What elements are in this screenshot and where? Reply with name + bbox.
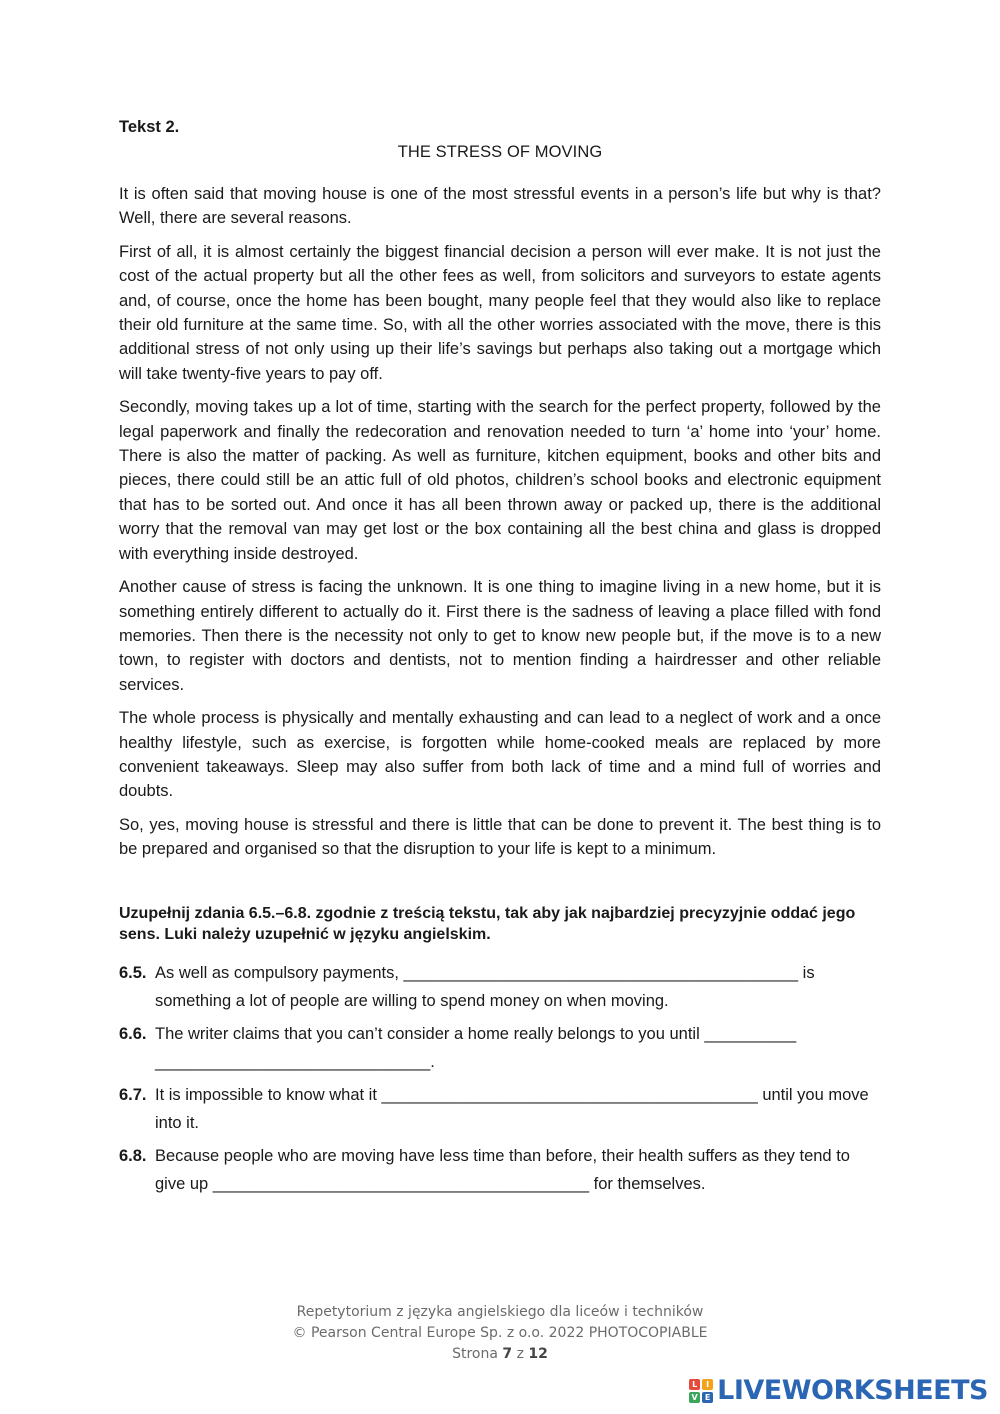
question-6-5: [119, 959, 881, 1015]
question-number: 6.7.: [119, 1085, 147, 1104]
text-label: Tekst 2.: [119, 118, 180, 136]
question-6-7: [119, 1081, 881, 1137]
liveworksheets-logo[interactable]: [689, 1375, 988, 1406]
logo-icon: [689, 1379, 713, 1403]
logo-letter-v: V: [689, 1392, 700, 1403]
task-instruction: Uzupełnij zdania 6.5.–6.8. zgodnie z treścią tekstu, tak aby jak najbardziej precyzyjnie oddać jego sens. Luki należy uzupełnić w języku angielskim.: [119, 904, 856, 944]
document-page: [119, 118, 881, 1203]
page-footer: [0, 1302, 1000, 1365]
document-title: THE STRESS OF MOVING: [397, 143, 603, 161]
question-6-8: [119, 1142, 881, 1198]
paragraph-5: The whole process is physically and mentally exhausting and can lead to a neglect of work and a once healthy lifestyle, such as exercise, is forgotten while home-cooked meals are replaced by more convenient takeaways. Sleep may also suffer from both lack of time and a mind full of worries and doubts.: [119, 709, 881, 801]
paragraph-1: It is often said that moving house is one of the most stressful events in a person’s life but why is that? Well, there are several reasons.: [119, 185, 881, 228]
logo-letter-l: L: [689, 1379, 700, 1390]
question-number: 6.8.: [119, 1146, 147, 1165]
paragraph-3: Secondly, moving takes up a lot of time, starting with the search for the perfect property, followed by the legal paperwork and finally the redecoration and renovation needed to turn ‘a’ home into ‘your’ home. There is also the matter of packing. As well as furniture, kitchen equipment, books and other bits and pieces, there could still be an attic full of old photos, children’s school books and electronic equipment that has to be sorted out. And once it has all been thrown away or packed up, there is the additional worry that the removal van may get lost or the box containing all the best china and glass is dropped with everything inside destroyed.: [119, 398, 881, 563]
page-number: [0, 1344, 1000, 1365]
logo-letter-i: I: [702, 1379, 713, 1390]
question-text[interactable]: The writer claims that you can’t consider a home really belongs to you until __________ ______________________________.: [155, 1024, 797, 1071]
footer-copyright: © Pearson Central Europe Sp. z o.o. 2022 PHOTOCOPIABLE: [292, 1325, 708, 1341]
paragraph-4: Another cause of stress is facing the unknown. It is one thing to imagine living in a new home, but it is something entirely different to actually do it. First there is the sadness of leaving a place filled with fond memories. Then there is the necessity not only to get to know new people but, if the move is to a new town, to register with doctors and dentists, not to mention finding a hairdresser and other reliable services.: [119, 578, 881, 694]
page-prefix: Strona: [452, 1346, 498, 1362]
question-text[interactable]: Because people who are moving have less time than before, their health suffers as they tend to give up _________________________________________ for themselves.: [155, 1146, 850, 1193]
question-text[interactable]: It is impossible to know what it _________________________________________ until you move into it.: [155, 1085, 869, 1132]
page-separator: z: [516, 1346, 524, 1362]
paragraph-6: So, yes, moving house is stressful and there is little that can be done to prevent it. The best thing is to be prepared and organised so that the disruption to your life is kept to a minimum.: [119, 815, 881, 859]
question-number: 6.5.: [119, 963, 147, 982]
question-number: 6.6.: [119, 1024, 147, 1043]
footer-title: Repetytorium z języka angielskiego dla liceów i techników: [296, 1304, 704, 1320]
question-text[interactable]: As well as compulsory payments, ___________________________________________ is something a lot of people are willing to spend money on when moving.: [155, 963, 815, 1010]
page-total: 12: [528, 1346, 548, 1362]
logo-text: LIVEWORKSHEETS: [717, 1375, 988, 1406]
question-6-6: [119, 1020, 881, 1076]
paragraph-2: First of all, it is almost certainly the biggest financial decision a person will ever make. It is not just the cost of the actual property but all the other fees as well, from solicitors and surveyors to estate agents and, of course, once the home has been bought, many people feel that they would also like to replace their old furniture at the same time. So, with all the other worries associated with the move, there is this additional stress of not only using up their life’s savings but perhaps also taking out a mortgage which will take twenty-five years to pay off.: [119, 242, 881, 383]
logo-letter-e: E: [702, 1392, 713, 1403]
page-current: 7: [502, 1346, 513, 1362]
